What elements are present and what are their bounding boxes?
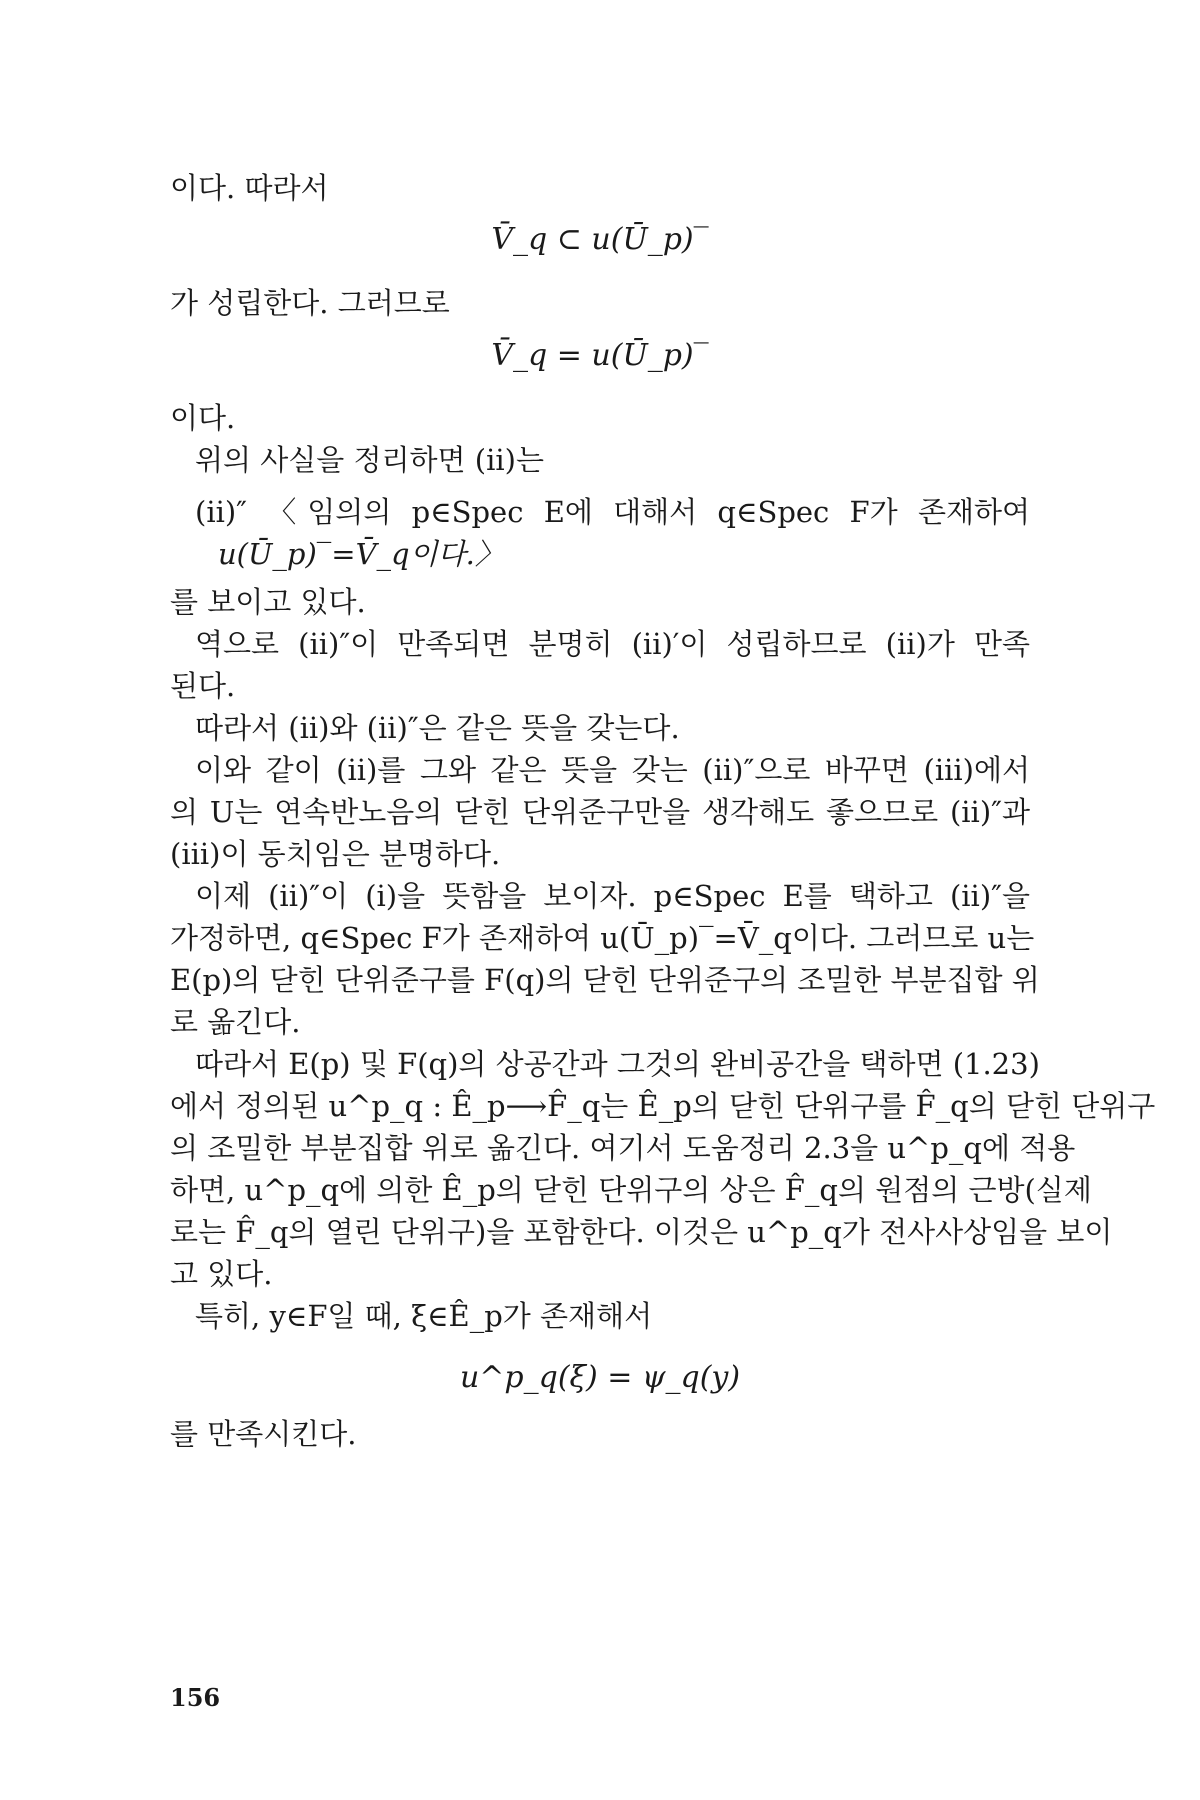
text-line: 의 U는 연속반노음의 닫힌 단위준구만을 생각해도 좋으므로 (ii)″과 xyxy=(170,795,1030,829)
text-line: 따라서 (ii)와 (ii)″은 같은 뜻을 갖는다. xyxy=(195,711,680,745)
equation-1-text: V̄_q ⊂ u(Ū_p)‾ xyxy=(491,222,709,257)
equation-3-text: u^p_q(ξ) = ψ_q(y) xyxy=(459,1360,741,1395)
text-line: (ii)″ 〈임의의 p∈Spec E에 대해서 q∈Spec F가 존재하여 xyxy=(195,495,1030,529)
text-line: 이다. 따라서 xyxy=(170,171,329,205)
text-line: 이와 같이 (ii)를 그와 같은 뜻을 갖는 (ii)″으로 바꾸면 (iii)에서 xyxy=(195,753,1030,787)
text-line: 된다. xyxy=(170,669,236,703)
text-line: 를 보이고 있다. xyxy=(170,585,366,619)
text-line: 에서 정의된 u^p_q : Ê_p⟶F̂_q는 Ê_p의 닫힌 단위구를 F̂_q의 닫힌 단위구 xyxy=(170,1089,1156,1123)
text-line: E(p)의 닫힌 단위준구를 F(q)의 닫힌 단위준구의 조밀한 부분집합 위 xyxy=(170,963,1040,997)
text-line: (iii)이 동치임은 분명하다. xyxy=(170,837,501,871)
text-line: 고 있다. xyxy=(170,1257,273,1291)
equation-2-text: V̄_q = u(Ū_p)‾ xyxy=(491,338,709,373)
text-line: 로는 F̂_q의 열린 단위구)을 포함한다. 이것은 u^p_q가 전사사상임을 보이 xyxy=(170,1215,1113,1249)
text-line: 를 만족시킨다. xyxy=(170,1417,357,1451)
text-line: 따라서 E(p) 및 F(q)의 상공간과 그것의 완비공간을 택하면 (1.23) xyxy=(195,1047,1040,1081)
text-line: 역으로 (ii)″이 만족되면 분명히 (ii)′이 성립하므로 (ii)가 만족 xyxy=(195,627,1030,661)
text-line: u(Ū_p)‾=V̄_q이다.〉 xyxy=(218,537,504,571)
page-number: 156 xyxy=(170,1683,221,1712)
text-line: 로 옮긴다. xyxy=(170,1005,301,1039)
equation-3 xyxy=(0,1356,1200,1400)
text-line: 가 성립한다. 그러므로 xyxy=(170,286,450,320)
text-line: 이다. xyxy=(170,401,236,435)
text-line: 특히, y∈F일 때, ξ∈Ê_p가 존재해서 xyxy=(195,1299,653,1333)
equation-1 xyxy=(0,218,1200,262)
equation-2 xyxy=(0,334,1200,378)
text-line: 이제 (ii)″이 (i)을 뜻함을 보이자. p∈Spec E를 택하고 (ii)″을 xyxy=(195,879,1030,913)
text-line: 의 조밀한 부분집합 위로 옮긴다. 여기서 도움정리 2.3을 u^p_q에 적용 xyxy=(170,1131,1076,1165)
text-line: 하면, u^p_q에 의한 Ê_p의 닫힌 단위구의 상은 F̂_q의 원점의 근방(실제 xyxy=(170,1173,1092,1207)
text-line: 위의 사실을 정리하면 (ii)는 xyxy=(195,443,544,477)
text-line: 가정하면, q∈Spec F가 존재하여 u(Ū_p)‾=V̄_q이다. 그러므로 u는 xyxy=(170,921,1035,955)
